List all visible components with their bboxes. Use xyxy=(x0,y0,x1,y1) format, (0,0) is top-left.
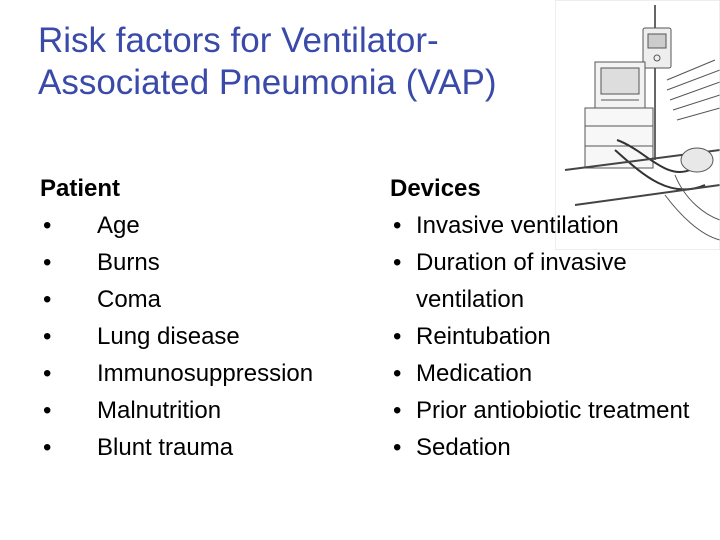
patient-column xyxy=(40,170,370,466)
list-item xyxy=(390,244,690,318)
bullet-icon: • xyxy=(393,323,402,350)
patient-list xyxy=(40,207,370,466)
bullet-icon: • xyxy=(43,323,52,350)
list-item-label: Immunosuppression xyxy=(97,360,314,387)
list-item xyxy=(390,429,690,466)
list-item xyxy=(40,207,370,244)
bullet-icon: • xyxy=(393,397,402,424)
bullet-icon: • xyxy=(43,397,52,424)
devices-heading: Devices xyxy=(390,175,481,202)
list-item-label: Malnutrition xyxy=(97,397,222,424)
list-item-label: Prior antiobiotic treatment xyxy=(416,397,690,424)
bullet-icon: • xyxy=(393,360,402,387)
list-item xyxy=(40,244,370,281)
list-item-label: Duration of invasive ventilation xyxy=(416,249,627,313)
slide-title: Risk factors for Ventilator-Associated Pneumonia (VAP) xyxy=(38,21,497,102)
bullet-icon: • xyxy=(393,249,402,276)
bullet-icon: • xyxy=(393,434,402,461)
list-item xyxy=(40,429,370,466)
list-item xyxy=(40,318,370,355)
bullet-icon: • xyxy=(393,212,402,239)
ventilator-sketch-icon xyxy=(555,0,720,250)
bullet-icon: • xyxy=(43,249,52,276)
list-item-label: Age xyxy=(97,212,140,239)
list-item-label: Burns xyxy=(97,249,160,276)
list-item-label: Reintubation xyxy=(416,323,551,350)
list-item-label: Coma xyxy=(97,286,162,313)
list-item-label: Blunt trauma xyxy=(97,434,234,461)
list-item xyxy=(40,355,370,392)
ventilated-patient-illustration xyxy=(555,0,720,250)
list-item xyxy=(40,281,370,318)
bullet-icon: • xyxy=(43,212,52,239)
list-item xyxy=(390,392,690,429)
list-item xyxy=(40,392,370,429)
bullet-icon: • xyxy=(43,434,52,461)
bullet-icon: • xyxy=(43,360,52,387)
list-item xyxy=(390,318,690,355)
list-item-label: Invasive ventilation xyxy=(416,212,619,239)
patient-heading: Patient xyxy=(40,175,121,202)
bullet-icon: • xyxy=(43,286,52,313)
list-item xyxy=(390,355,690,392)
list-item-label: Lung disease xyxy=(97,323,240,350)
list-item-label: Medication xyxy=(416,360,533,387)
list-item-label: Sedation xyxy=(416,434,511,461)
